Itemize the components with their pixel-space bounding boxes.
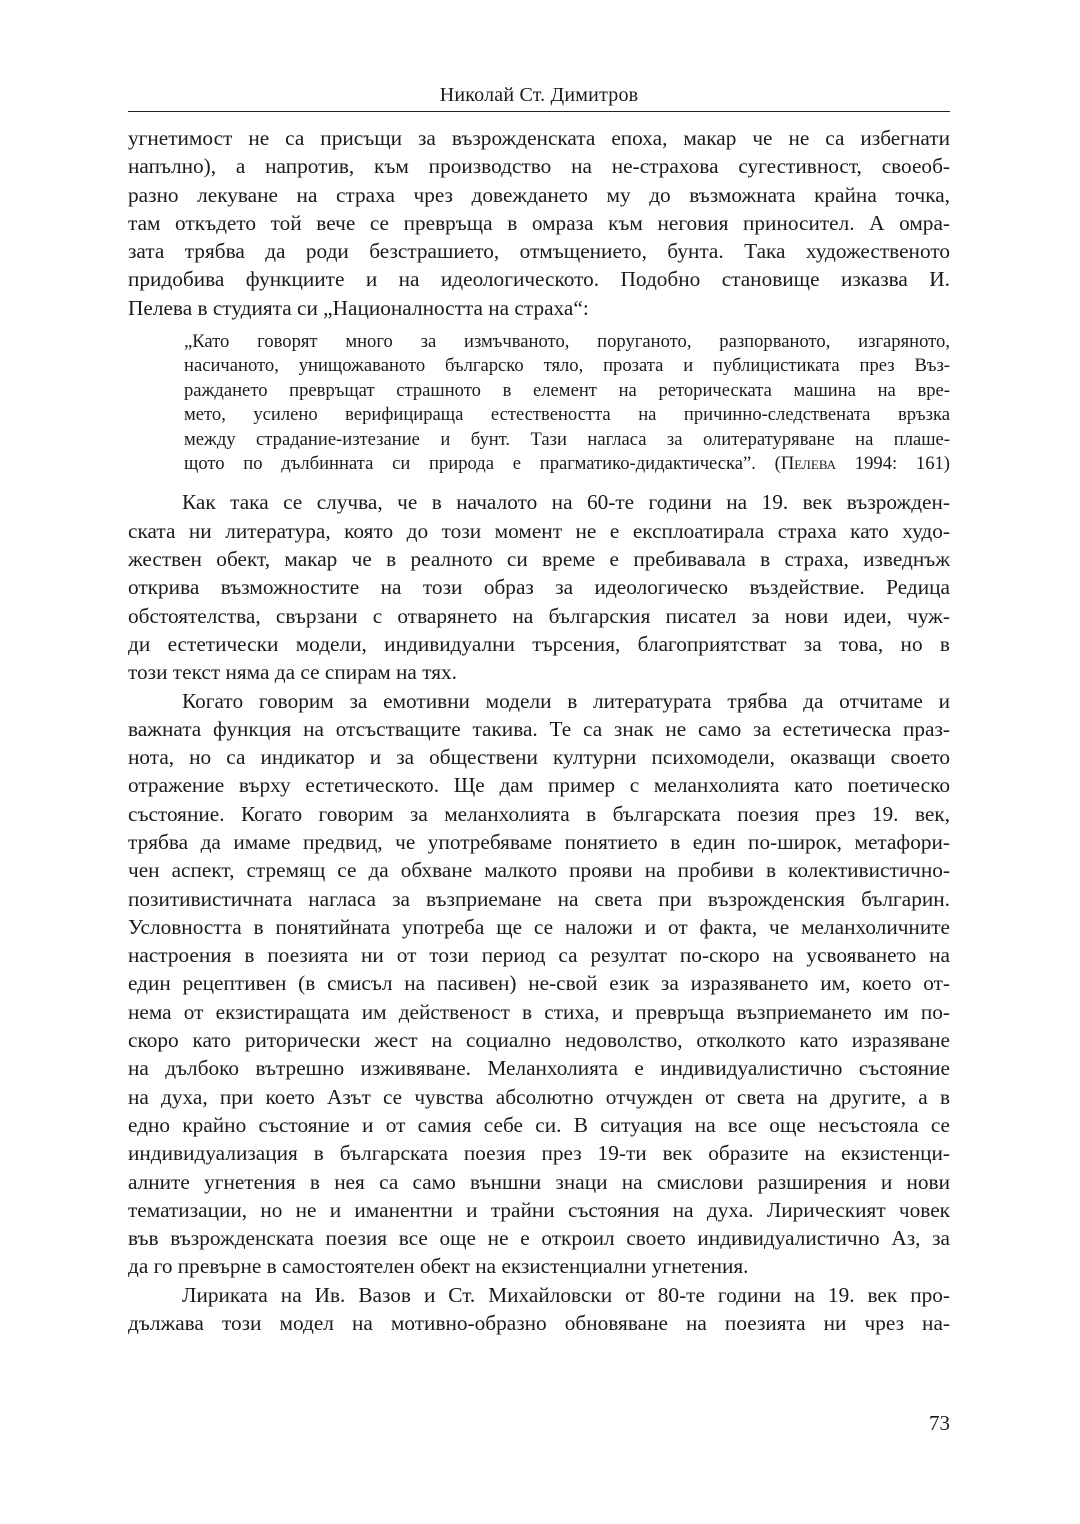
text-line: Лириката на Ив. Вазов и Ст. Михайловски от 80-те години на 19. век про- bbox=[182, 1282, 950, 1307]
text-line: ската ни литература, която до този момент не е експлоатирала страха като худо- bbox=[128, 518, 950, 543]
text-line: алните угнетения в нея са само външни знаци на смислови разширения и нови bbox=[128, 1169, 950, 1194]
text-line: Пелева в студията си „Националността на страха“: bbox=[128, 295, 589, 320]
text-line: зата трябва да роди безстрашието, отмъщението, бунта. Така художественото bbox=[128, 239, 950, 264]
text-line: нота, но са индикатор и за обществени културни психомодели, оказващи своето bbox=[128, 745, 950, 770]
text-line: позитивистичната нагласа за възприемане на света при възрожденския българин. bbox=[128, 886, 950, 911]
page-number: 73 bbox=[929, 1411, 950, 1435]
header-rule bbox=[128, 111, 950, 112]
text-line: във възрожденската поезия все още не е откроил своето индивидуалистично Аз, за bbox=[128, 1226, 950, 1251]
quote-last-line bbox=[184, 452, 950, 476]
text-line: отражение върху естетическото. Ще дам пример с меланхолията като поетическо bbox=[128, 773, 950, 798]
text-line: на дълбоко вътрешно изживяване. Меланхолията е индивидуалистично състояние bbox=[128, 1056, 950, 1081]
text-line: Как така се случва, че в началото на 60-те години на 19. век възрожден- bbox=[182, 490, 950, 515]
text-line: да го превърне в самостоятелен обект на екзистенциални угнетения. bbox=[128, 1254, 749, 1279]
text-line: открива възможностите на този образ за идеологическо въздействие. Редица bbox=[128, 575, 950, 600]
running-head-author: Николай Ст. Димитров bbox=[439, 84, 639, 106]
paragraph-1 bbox=[128, 124, 950, 322]
text-line: чен аспект, стремящ се да обхване малкото прояви на пробиви в колективистично- bbox=[128, 858, 950, 883]
text-line: трябва да имаме предвид, че употребяваме понятието в един по-широк, метафори- bbox=[128, 829, 950, 854]
text-line: там откъдето той вече се превръща в омраза към неговия приносител. А омра- bbox=[128, 210, 950, 235]
text-line: един рецептивен (в смисъл на пасивен) не-свой език за изразяването им, което от- bbox=[128, 971, 950, 996]
text-line: Когато говорим за емотивни модели в литературата трябва да отчитаме и bbox=[182, 688, 950, 713]
citation-author: Пелева bbox=[780, 453, 837, 475]
text-line: угнетимост не са присъщи за възрожденската епоха, макар че не са избегнати bbox=[128, 126, 950, 150]
text-line: напълно), а напротив, към производство на не-страхова сугестивност, своеоб- bbox=[128, 154, 950, 179]
text-line: ди естетически модели, индивидуални търсения, благоприятстват за това, но в bbox=[128, 631, 950, 656]
quote-line: насичаното, унищожаваното българско тяло, прозата и публицистиката през Въз- bbox=[184, 355, 950, 377]
text-line: скоро като риторически жест на социално недоволство, отколкото като изразяване bbox=[128, 1028, 950, 1053]
text-line: важната функция на отсъстващите такива. Те са знак не само за естетическа праз- bbox=[128, 716, 950, 741]
text-line: обстоятелства, свързани с отварянето на българския писател за нови идеи, чуж- bbox=[128, 603, 950, 628]
text-line: едно крайно състояние и от самия себе си. В ситуация на все още несъстояла се bbox=[128, 1112, 950, 1137]
text-line: на духа, при което Азът се чувства абсолютно отчужден от света на другите, а в bbox=[128, 1084, 950, 1109]
text-line: тематизации, но не и иманентни и трайни състояния на духа. Лирическият човек bbox=[128, 1197, 950, 1222]
text-line: дължава този модел на мотивно-образно обновяване на поезията ни чрез на- bbox=[128, 1311, 950, 1336]
text-line: индивидуализация в българската поезия през 19-ти век образите на екзистенци- bbox=[128, 1141, 950, 1166]
quote-line: раждането превръщат страшното в елемент на реторическата машина на вре- bbox=[184, 379, 950, 401]
text-line: придобива функциите и на идеологическото. Подобно становище изказва И. bbox=[128, 267, 950, 292]
quote-line: „Като говорят много за измъчваното, поруганото, разпорваното, изгаряното, bbox=[184, 331, 950, 353]
citation-year-page: 1994: 161) bbox=[836, 453, 950, 475]
body-text bbox=[128, 124, 950, 1337]
text-line: състояние. Когато говорим за меланхолията в българската поезия през 19. век, bbox=[128, 801, 950, 826]
quote-text: щото по дълбинната си природа е прагматико-дидактическа”. ( bbox=[184, 453, 781, 475]
quote-line: между страдание-изтезание и бунт. Тази нагласа за олитературяване на плаше- bbox=[184, 428, 950, 450]
quote-line: мето, усилено верифицираща естествеността на причинно-следствената връзка bbox=[184, 404, 950, 426]
paragraph-4 bbox=[128, 1281, 950, 1338]
text-line: настроения в поезията ни от този период са резултат по-скоро на усвояването на bbox=[128, 943, 950, 968]
block-quote bbox=[184, 330, 950, 476]
text-line: Условността в понятийната употреба ще се наложи и от факта, че меланхоличните bbox=[128, 914, 950, 939]
paragraph-3 bbox=[128, 687, 950, 1281]
text-line: нема от екзистиращата им действеност в стиха, и превръща възприемането им по- bbox=[128, 999, 950, 1024]
paragraph-2 bbox=[128, 488, 950, 686]
text-line: разно лекуване на страха чрез довеждането му до възможната крайна точка, bbox=[128, 182, 950, 207]
text-line: този текст няма да се спирам на тях. bbox=[128, 660, 457, 685]
text-line: жествен обект, макар че в реалното си време е пребивавала в страха, изведнъж bbox=[128, 547, 950, 572]
